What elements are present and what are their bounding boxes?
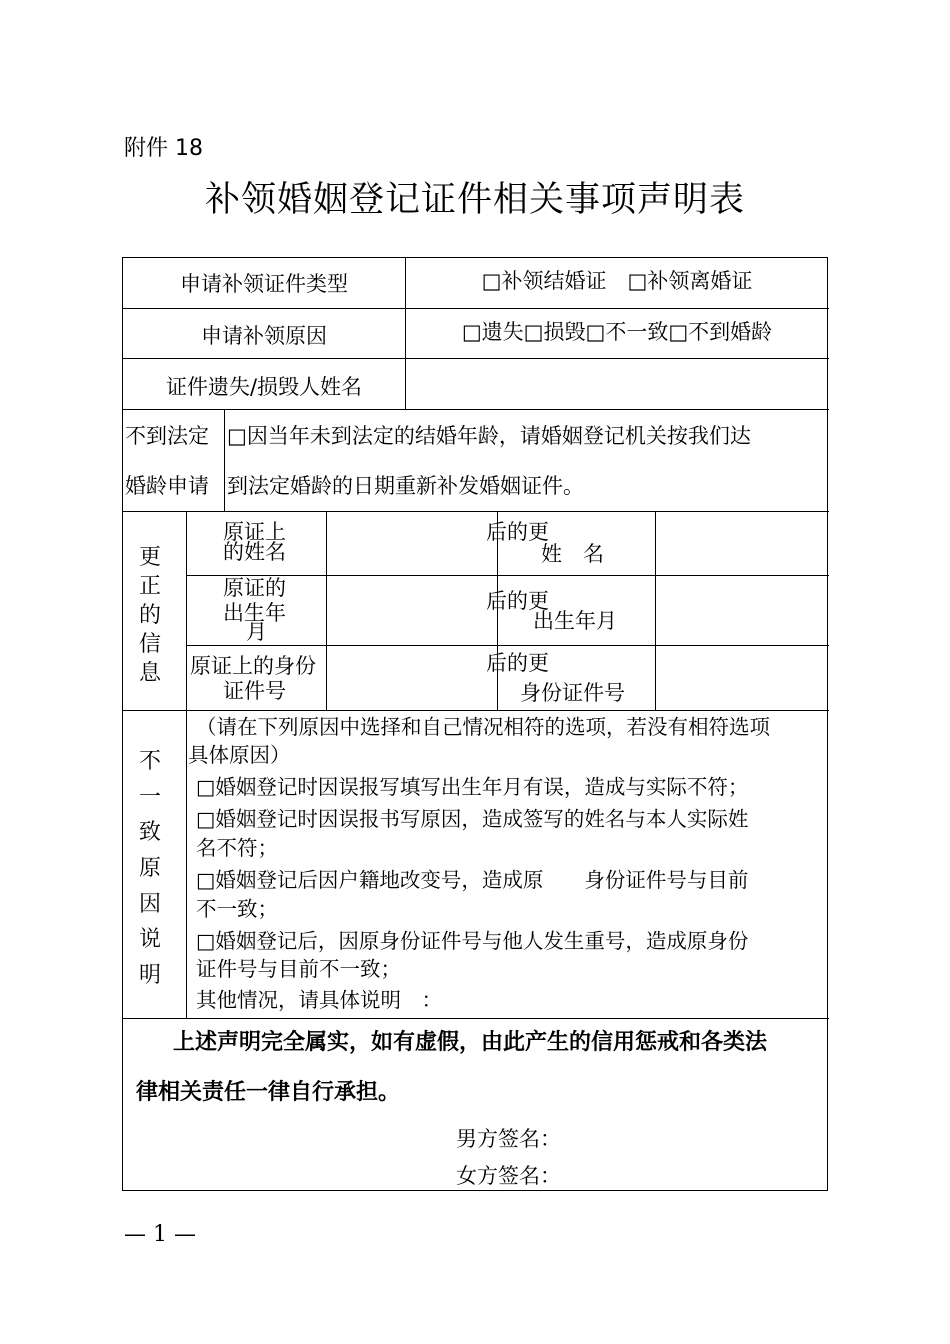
new-id-label-1: 后的更 xyxy=(486,651,549,675)
rule xyxy=(655,511,656,710)
declaration-line-1: 上述声明完全属实，如有虚假，由此产生的信用惩戒和各类法 xyxy=(173,1030,768,1055)
mismatch-option[interactable]: □婚姻登记后，因原身份证件号与他人发生重号，造成原身份 xyxy=(196,929,749,953)
mismatch-line: 不一致； xyxy=(196,897,278,921)
reason-label: 申请补领原因 xyxy=(201,324,327,348)
new-id-label-2: 身份证件号 xyxy=(520,681,625,705)
rule xyxy=(123,308,829,309)
lost-name-label: 证件遗失/损毁人姓名 xyxy=(165,375,363,399)
rule xyxy=(326,511,327,710)
rule xyxy=(123,511,829,512)
new-dob-label-2: 出生年月 xyxy=(533,609,617,633)
orig-name-label-2: 的姓名 xyxy=(223,540,286,564)
page-number: — 1 — xyxy=(124,1222,196,1247)
orig-dob-label-1: 原证的 xyxy=(223,576,286,600)
rule xyxy=(224,409,225,511)
attachment-label: 附件 18 xyxy=(124,136,203,161)
underage-text-2: 到法定婚龄的日期重新补发婚姻证件。 xyxy=(227,474,584,498)
mismatch-option[interactable]: □婚姻登记时因误报书写原因，造成签写的姓名与本人实际姓 xyxy=(196,807,749,831)
mismatch-other[interactable]: 其他情况，请具体说明 ： xyxy=(196,988,442,1012)
female-signature[interactable]: 女方签名： xyxy=(456,1164,561,1188)
mismatch-line: 证件号与目前不一致； xyxy=(196,957,401,981)
correction-section-label: 更正的信息 xyxy=(138,545,161,687)
mismatch-line: 具体原因） xyxy=(188,743,291,767)
type-label: 申请补领证件类型 xyxy=(180,272,348,296)
underage-label-2: 婚龄申请 xyxy=(125,474,209,498)
new-dob-label-1: 后的更 xyxy=(486,589,549,613)
rule xyxy=(123,358,829,359)
reason-options[interactable]: □遗失□损毁□不一致□不到婚龄 xyxy=(461,320,773,344)
rule xyxy=(123,1018,829,1019)
orig-name-label-1: 原证上 xyxy=(223,520,286,544)
declaration-line-2: 律相关责任一律自行承担。 xyxy=(136,1080,401,1105)
mismatch-line: 名不符； xyxy=(196,836,278,860)
orig-id-label-2: 证件号 xyxy=(223,679,286,703)
male-signature[interactable]: 男方签名： xyxy=(456,1127,561,1151)
rule xyxy=(186,645,829,646)
mismatch-option[interactable]: □婚姻登记后因户籍地改变号，造成原 身份证件号与目前 xyxy=(196,868,749,892)
new-name-label-1: 后的更 xyxy=(486,520,549,544)
mismatch-line: （请在下列原因中选择和自己情况相符的选项，若没有相符选项 xyxy=(196,715,770,739)
orig-dob-label-3: 月 xyxy=(246,620,267,644)
page-title: 补领婚姻登记证件相关事项声明表 xyxy=(204,180,745,220)
orig-dob-label-2: 出生年 xyxy=(223,601,286,625)
mismatch-section-label: 不一致原因说明 xyxy=(138,749,161,988)
rule xyxy=(186,511,187,1018)
mismatch-option[interactable]: □婚姻登记时因误报写填写出生年月有误，造成与实际不符； xyxy=(196,775,749,799)
underage-text-1[interactable]: □因当年未到法定的结婚年龄，请婚姻登记机关按我们达 xyxy=(227,424,751,448)
rule xyxy=(123,409,829,410)
new-name-label-2: 姓 名 xyxy=(541,542,604,566)
underage-label-1: 不到法定 xyxy=(125,424,209,448)
type-options[interactable]: □补领结婚证 □补领离婚证 xyxy=(481,269,753,293)
orig-id-label-1: 原证上的身份 xyxy=(190,654,316,678)
rule xyxy=(123,710,829,711)
